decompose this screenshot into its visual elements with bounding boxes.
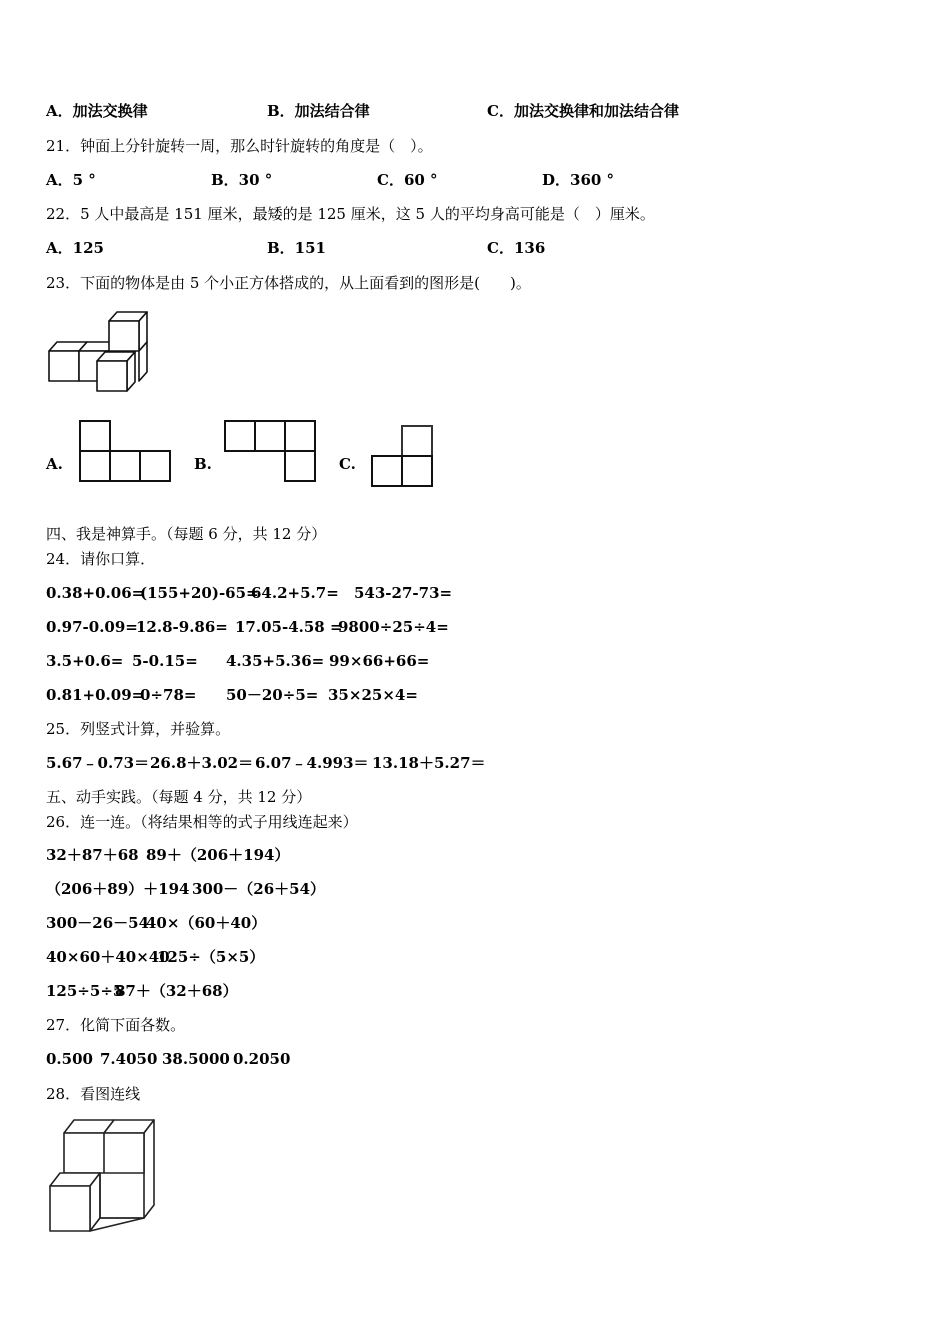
q24-item: 0.97-0.09= <box>46 618 138 636</box>
q26-left: 40×60＋40×40 <box>46 948 170 966</box>
q24-item: 35×25×4= <box>328 686 418 704</box>
section-5-heading: 五、动手实践。（每题 4 分，共 12 分） <box>46 788 312 806</box>
q26-right: 40×（60＋40） <box>146 914 267 932</box>
q26-row-1 <box>46 845 290 865</box>
q28-stem: 28．看图连线 <box>46 1085 141 1103</box>
q26-row-3 <box>46 913 266 933</box>
q22-stem: 22．5 人中最高是 151 厘米，最矮的是 125 厘米，这 5 人的平均身高可能是（ ）厘米。 <box>46 205 655 223</box>
q24-item: 3.5+0.6= <box>46 652 124 670</box>
q27-item: 0.500 <box>46 1050 93 1068</box>
q26-left: （206＋89）＋194 <box>46 880 190 898</box>
q27-item: 7.4050 <box>100 1050 158 1068</box>
q23-option-a-figure <box>78 419 172 483</box>
q24-row-1 <box>46 583 452 603</box>
q22-option-c: C．136 <box>487 239 546 257</box>
q24-item: 543-27-73= <box>354 584 453 602</box>
q25-item: 26.8＋3.02＝ <box>150 754 254 772</box>
q23-option-a-label: A. <box>46 455 63 473</box>
q26-left: 300－26－54 <box>46 914 150 932</box>
section-4-heading: 四、我是神算手。（每题 6 分，共 12 分） <box>46 525 327 543</box>
q24-item: 99×66+66= <box>329 652 430 670</box>
q27-stem: 27．化简下面各数。 <box>46 1016 186 1034</box>
q23-option-b-label: B. <box>194 455 212 473</box>
q20-option-c: C．加法交换律和加法结合律 <box>487 102 679 120</box>
q21-option-c: C．60 ° <box>377 171 438 189</box>
q26-right: 300－（26＋54） <box>192 880 326 898</box>
q24-item: 12.8-9.86= <box>136 618 228 636</box>
q26-row-2 <box>46 879 325 899</box>
q24-item: 50－20÷5= <box>226 686 319 704</box>
q24-item: 9800÷25÷4= <box>338 618 449 636</box>
q25-item: 13.18＋5.27＝ <box>372 754 486 772</box>
q23-cube-figure <box>46 306 156 396</box>
q25-item: 6.07﹣4.993＝ <box>255 754 369 772</box>
q26-stem: 26．连一连。（将结果相等的式子用线连起来） <box>46 813 358 831</box>
q26-right: 87＋（32＋68） <box>115 982 238 1000</box>
q26-left: 125÷5÷5 <box>46 982 124 1000</box>
q24-item: (155+20)-65= <box>140 584 259 602</box>
q21-option-b: B．30 ° <box>211 171 273 189</box>
q20-option-a: A．加法交换律 <box>46 102 148 120</box>
q23-stem: 23．下面的物体是由 5 个小正方体搭成的，从上面看到的图形是( )。 <box>46 274 531 292</box>
q27-item: 38.5000 <box>162 1050 230 1068</box>
q27-items <box>46 1049 290 1069</box>
q24-item: 0.38+0.06= <box>46 584 145 602</box>
q25-stem: 25．列竖式计算，并验算。 <box>46 720 231 738</box>
q21-option-d: D．360 ° <box>542 171 615 189</box>
q25-item: 5.67﹣0.73＝ <box>46 754 150 772</box>
q24-item: 5-0.15= <box>132 652 198 670</box>
q27-item: 0.2050 <box>233 1050 291 1068</box>
q26-left: 32＋87＋68 <box>46 846 139 864</box>
q24-item: 64.2+5.7= <box>251 584 339 602</box>
q26-right: 125÷（5×5） <box>157 948 265 966</box>
q24-row-4 <box>46 685 418 705</box>
q24-row-3 <box>46 651 429 671</box>
q23-option-c-figure <box>370 424 436 490</box>
q20-option-b: B．加法结合律 <box>267 102 370 120</box>
q22-option-b: B．151 <box>267 239 326 257</box>
q21-option-a: A．5 ° <box>46 171 96 189</box>
q21-stem: 21．钟面上分针旋转一周，那么时针旋转的角度是（ ）。 <box>46 137 433 155</box>
q24-item: 0.81+0.09= <box>46 686 145 704</box>
q26-right: 89＋（206＋194） <box>146 846 290 864</box>
q24-item: 4.35+5.36= <box>226 652 325 670</box>
q26-row-4 <box>46 947 264 967</box>
q23-option-c-label: C. <box>339 455 356 473</box>
q24-row-2 <box>46 617 449 637</box>
q24-stem: 24．请你口算． <box>46 550 156 568</box>
q24-item: 0÷78= <box>140 686 197 704</box>
q25-items <box>46 753 486 773</box>
q28-cube-figure <box>46 1117 158 1235</box>
q23-option-b-figure <box>223 419 319 483</box>
q22-option-a: A．125 <box>46 239 104 257</box>
q26-row-5 <box>46 981 238 1001</box>
q24-item: 17.05-4.58 = <box>235 618 343 636</box>
